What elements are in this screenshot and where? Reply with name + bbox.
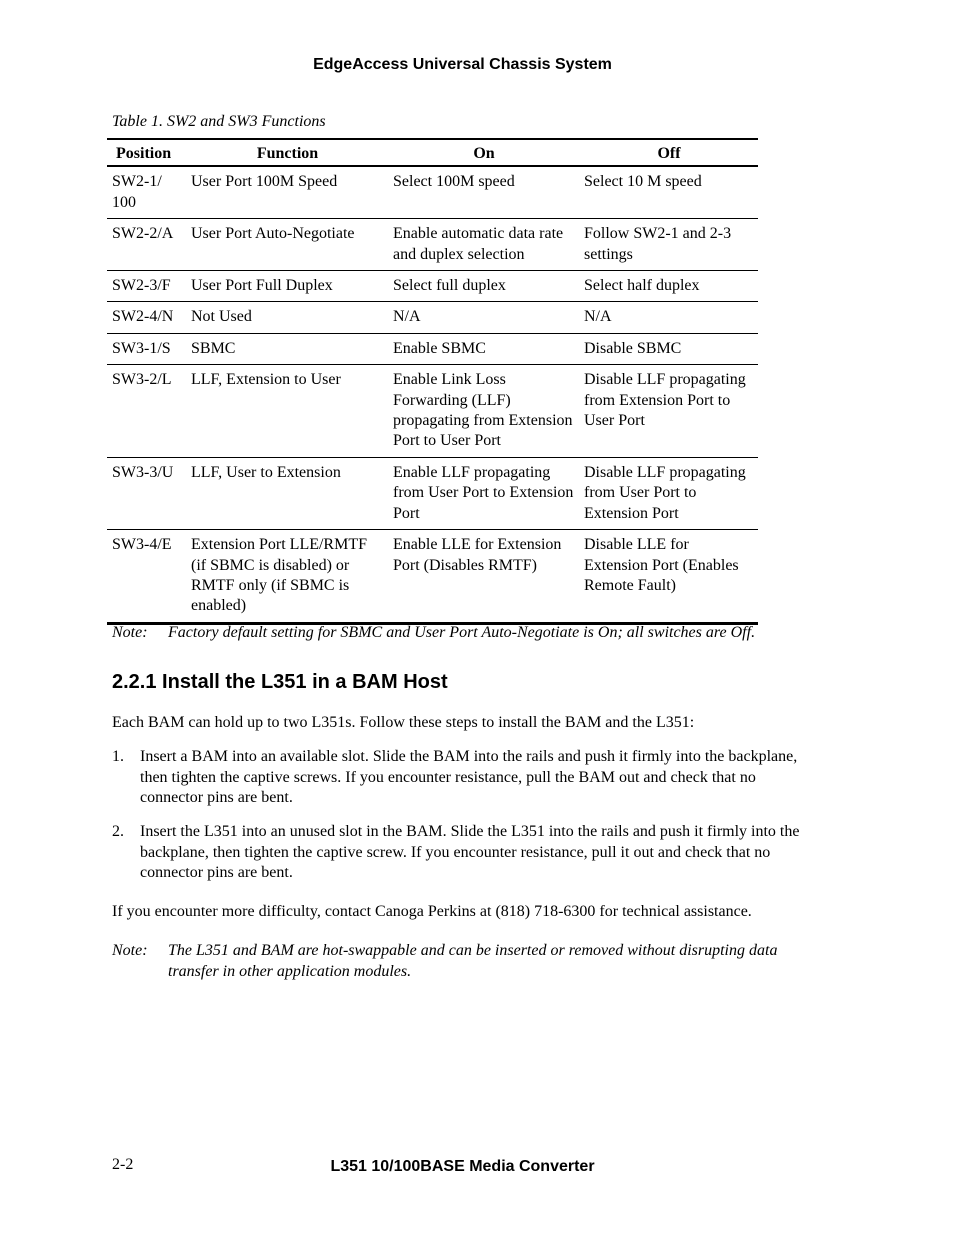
table-caption: Table 1. SW2 and SW3 Functions xyxy=(112,113,326,130)
step-text: Insert the L351 into an unused slot in the BAM. Slide the L351 into the rails and push it firmly into the backplane, then tighten the captive screw. If you encounter resistance, pull it out and check that no connector pins are bent. xyxy=(140,823,800,881)
note-label: Note: xyxy=(112,624,148,641)
cell-function: Extension Port LLE/RMTF (if SBMC is disabled) or RMTF only (if SBMC is enabled) xyxy=(191,536,367,615)
note-text: Factory default setting for SBMC and User Port Auto-Negotiate is On; all switches are Off. xyxy=(168,624,756,641)
cell-on: Select full duplex xyxy=(393,277,506,295)
cell-on: Enable Link Loss Forwarding (LLF) propagating from Extension Port to User Port xyxy=(393,371,573,450)
cell-position: SW3-2/L xyxy=(112,371,172,389)
column-header-position: Position xyxy=(116,145,172,162)
step-number: 1. xyxy=(112,748,124,765)
switch-functions-table xyxy=(107,138,758,625)
cell-function: User Port Full Duplex xyxy=(191,277,333,295)
cell-off: Disable LLE for Extension Port (Enables Remote Fault) xyxy=(584,536,739,594)
intro-paragraph: Each BAM can hold up to two L351s. Follow these steps to install the BAM and the L351: xyxy=(112,714,695,731)
cell-position: SW2-3/F xyxy=(112,277,171,295)
cell-on: Enable LLF propagating from User Port to Extension Port xyxy=(393,463,574,522)
cell-position: SW2-2/A xyxy=(112,225,174,243)
page-number: 2-2 xyxy=(112,1156,134,1173)
cell-function: User Port 100M Speed xyxy=(191,173,338,191)
running-header: EdgeAccess Universal Chassis System xyxy=(313,56,612,73)
table-row xyxy=(107,166,758,218)
table-row xyxy=(107,457,758,529)
cell-on: Enable SBMC xyxy=(393,339,486,357)
cell-off: Disable LLF propagating from User Port to Extension Port xyxy=(584,463,746,522)
table-row xyxy=(107,219,758,271)
cell-position: SW3-4/E xyxy=(112,536,172,554)
list-item xyxy=(112,822,802,884)
column-header-on: On xyxy=(473,145,495,162)
cell-off: Disable SBMC xyxy=(584,339,682,357)
cell-position: SW2-4/N xyxy=(112,308,174,326)
cell-function: User Port Auto-Negotiate xyxy=(191,225,355,243)
cell-position: SW3-3/U xyxy=(112,463,174,481)
cell-function: SBMC xyxy=(191,339,236,357)
cell-off: Select 10 M speed xyxy=(584,173,702,191)
note-label: Note: xyxy=(112,942,148,959)
cell-off: N/A xyxy=(584,308,612,326)
table-row xyxy=(107,302,758,333)
cell-on: N/A xyxy=(393,308,421,326)
table-header-row xyxy=(107,139,758,166)
hot-swap-note xyxy=(112,941,802,983)
note-text: The L351 and BAM are hot-swappable and can be inserted or removed without disrupting data transfer in other application modules. xyxy=(168,942,778,980)
section-heading: 2.2.1 Install the L351 in a BAM Host xyxy=(112,671,448,693)
column-header-function: Function xyxy=(256,145,319,162)
cell-function: Not Used xyxy=(191,308,252,326)
running-footer: L351 10/100BASE Media Converter xyxy=(330,1158,595,1175)
cell-on: Select 100M speed xyxy=(393,173,515,191)
cell-on: Enable LLE for Extension Port (Disables RMTF) xyxy=(393,536,562,574)
step-number: 2. xyxy=(112,823,124,840)
table-row xyxy=(107,365,758,458)
table-row xyxy=(107,271,758,302)
cell-position: SW2-1/ 100 xyxy=(112,173,162,211)
cell-off: Follow SW2-1 and 2-3 settings xyxy=(584,225,732,263)
cell-off: Disable LLF propagating from Extension Port to User Port xyxy=(584,371,746,430)
column-header-off: Off xyxy=(657,145,681,162)
cell-position: SW3-1/S xyxy=(112,339,171,357)
table-row xyxy=(107,530,758,624)
table-row xyxy=(107,333,758,364)
cell-on: Enable automatic data rate and duplex selection xyxy=(393,225,564,263)
step-text: Insert a BAM into an available slot. Slide the BAM into the rails and push it firmly into the backplane, then tighten the captive screws. If you encounter resistance, pull the BAM out and check that no connector pins are bent. xyxy=(140,748,798,806)
list-item xyxy=(112,747,802,809)
cell-off: Select half duplex xyxy=(584,277,700,295)
cell-function: LLF, User to Extension xyxy=(191,463,341,481)
cell-function: LLF, Extension to User xyxy=(191,371,341,389)
table-note xyxy=(112,623,812,645)
contact-paragraph: If you encounter more difficulty, contact Canoga Perkins at (818) 718-6300 for technical assistance. xyxy=(112,903,752,920)
